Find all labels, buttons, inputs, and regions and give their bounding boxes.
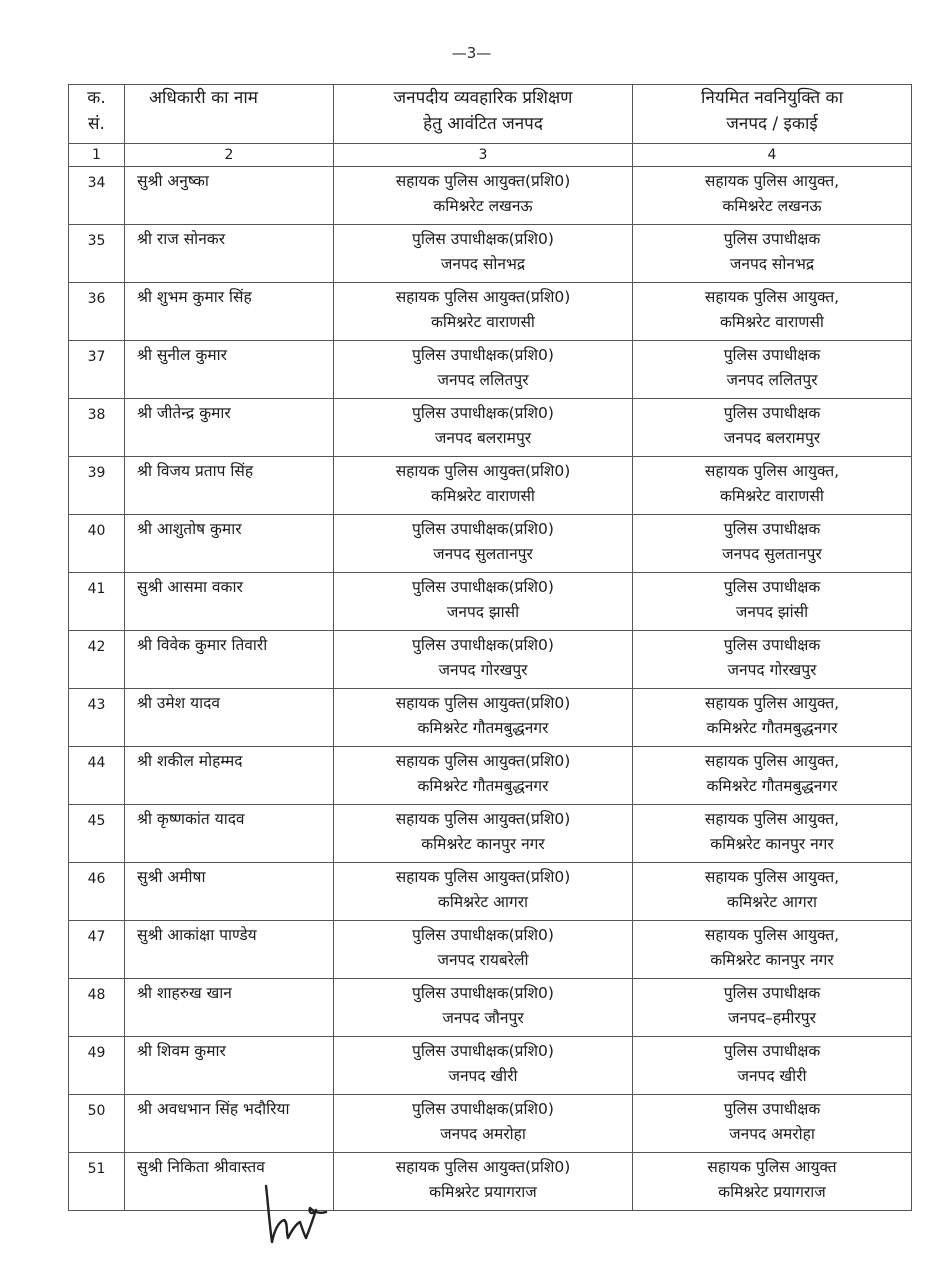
posting-line: पुलिस उपाधीक्षक (723, 520, 821, 538)
training-line: कमिश्नरेट आगरा (437, 893, 529, 911)
training-district-cell (334, 631, 633, 689)
table-row (69, 979, 912, 1037)
header-serial-line2: सं. (88, 114, 105, 134)
officer-name-cell: सुश्री अमीषा (125, 863, 334, 921)
officer-name-cell: श्री शिवम कुमार (125, 1037, 334, 1095)
posting-line: जनपद सुलतानपुर (722, 545, 822, 563)
serial-number-cell: 37 (69, 341, 125, 399)
posting-line: सहायक पुलिस आयुक्त (707, 1158, 837, 1176)
posting-district-cell (633, 1037, 912, 1095)
posting-district-cell (633, 573, 912, 631)
posting-line: कमिश्नरेट आगरा (726, 893, 818, 911)
officer-name-cell: श्री अवधभान सिंह भदौरिया (125, 1095, 334, 1153)
training-line: कमिश्नरेट प्रयागराज (429, 1183, 537, 1201)
training-line: पुलिस उपाधीक्षक(प्रशि0) (412, 984, 554, 1002)
training-line: सहायक पुलिस आयुक्त(प्रशि0) (395, 288, 571, 306)
table-row (69, 747, 912, 805)
officer-name-cell: श्री आशुतोष कुमार (125, 515, 334, 573)
posting-line: पुलिस उपाधीक्षक (723, 636, 821, 654)
training-district-cell (334, 1153, 633, 1211)
posting-district-cell (633, 979, 912, 1037)
officer-name-cell: श्री शकील मोहम्मद (125, 747, 334, 805)
table-body (69, 167, 912, 1211)
posting-line: कमिश्नरेट कानपुर नगर (710, 951, 834, 969)
officer-name-cell: श्री राज सोनकर (125, 225, 334, 283)
table-row (69, 399, 912, 457)
training-line: पुलिस उपाधीक्षक(प्रशि0) (412, 636, 554, 654)
serial-number-cell: 47 (69, 921, 125, 979)
training-line: पुलिस उपाधीक्षक(प्रशि0) (412, 926, 554, 944)
training-line: सहायक पुलिस आयुक्त(प्रशि0) (395, 1158, 571, 1176)
training-line: जनपद सोनभद्र (440, 255, 526, 273)
posting-district-cell (633, 399, 912, 457)
posting-line: सहायक पुलिस आयुक्त, (704, 752, 840, 770)
serial-number-cell: 35 (69, 225, 125, 283)
posting-line: कमिश्नरेट कानपुर नगर (710, 835, 834, 853)
serial-number-cell: 51 (69, 1153, 125, 1211)
serial-number-cell: 42 (69, 631, 125, 689)
posting-district-cell (633, 457, 912, 515)
table-row (69, 863, 912, 921)
table-row (69, 283, 912, 341)
table-row (69, 1095, 912, 1153)
training-line: जनपद अमरोहा (440, 1125, 526, 1143)
posting-district-cell (633, 921, 912, 979)
officer-name-cell: श्री विजय प्रताप सिंह (125, 457, 334, 515)
table-row (69, 921, 912, 979)
training-district-cell (334, 1037, 633, 1095)
training-line: जनपद खीरी (448, 1067, 518, 1085)
posting-line: सहायक पुलिस आयुक्त, (704, 288, 840, 306)
posting-district-cell (633, 225, 912, 283)
table-row (69, 689, 912, 747)
posting-district-cell (633, 283, 912, 341)
training-district-cell (334, 341, 633, 399)
table-row (69, 1153, 912, 1211)
header-training-line1: जनपदीय व्यवहारिक प्रशिक्षण (393, 88, 573, 108)
posting-line: कमिश्नरेट गौतमबुद्धनगर (706, 719, 838, 737)
posting-district-cell (633, 515, 912, 573)
serial-number-cell: 39 (69, 457, 125, 515)
training-district-cell (334, 979, 633, 1037)
column-number-row (69, 144, 912, 167)
training-line: जनपद बलरामपुर (434, 429, 532, 447)
posting-line: जनपद गोरखपुर (727, 661, 817, 679)
posting-line: कमिश्नरेट लखनऊ (722, 197, 822, 215)
page-number: —3— (451, 44, 492, 62)
posting-line: कमिश्नरेट प्रयागराज (718, 1183, 826, 1201)
posting-district-cell (633, 1153, 912, 1211)
posting-line: पुलिस उपाधीक्षक (723, 1042, 821, 1060)
table-row (69, 631, 912, 689)
training-line: सहायक पुलिस आयुक्त(प्रशि0) (395, 752, 571, 770)
serial-number-cell: 41 (69, 573, 125, 631)
posting-district-cell (633, 863, 912, 921)
signature-mark (260, 1172, 330, 1252)
serial-number-cell: 38 (69, 399, 125, 457)
training-line: पुलिस उपाधीक्षक(प्रशि0) (412, 520, 554, 538)
training-line: कमिश्नरेट गौतमबुद्धनगर (417, 777, 549, 795)
table-row (69, 225, 912, 283)
posting-line: जनपद सोनभद्र (729, 255, 815, 273)
table-row (69, 805, 912, 863)
posting-line: सहायक पुलिस आयुक्त, (704, 694, 840, 712)
training-district-cell (334, 805, 633, 863)
training-district-cell (334, 863, 633, 921)
posting-line: सहायक पुलिस आयुक्त, (704, 868, 840, 886)
table-row (69, 1037, 912, 1095)
table-header-row (69, 85, 912, 144)
officer-name-cell: सुश्री आसमा वकार (125, 573, 334, 631)
serial-number-cell: 46 (69, 863, 125, 921)
training-line: जनपद जौनपुर (442, 1009, 524, 1027)
training-line: कमिश्नरेट लखनऊ (433, 197, 533, 215)
posting-line: पुलिस उपाधीक्षक (723, 578, 821, 596)
training-district-cell (334, 515, 633, 573)
posting-line: कमिश्नरेट वाराणसी (720, 487, 824, 505)
column-number: 2 (125, 144, 334, 167)
header-officer-name-text: अधिकारी का नाम (149, 88, 258, 108)
training-line: कमिश्नरेट गौतमबुद्धनगर (417, 719, 549, 737)
table-row (69, 167, 912, 225)
training-line: कमिश्नरेट वाराणसी (431, 487, 535, 505)
officer-name-cell: श्री कृष्णकांत यादव (125, 805, 334, 863)
training-district-cell (334, 747, 633, 805)
posting-district-cell (633, 1095, 912, 1153)
training-district-cell (334, 457, 633, 515)
serial-number-cell: 36 (69, 283, 125, 341)
training-line: पुलिस उपाधीक्षक(प्रशि0) (412, 230, 554, 248)
posting-line: पुलिस उपाधीक्षक (723, 984, 821, 1002)
training-district-cell (334, 921, 633, 979)
training-district-cell (334, 689, 633, 747)
posting-line: सहायक पुलिस आयुक्त, (704, 810, 840, 828)
training-district-cell (334, 283, 633, 341)
training-district-cell (334, 167, 633, 225)
posting-line: पुलिस उपाधीक्षक (723, 404, 821, 422)
officer-name-cell: श्री जीतेन्द्र कुमार (125, 399, 334, 457)
header-posting-line2: जनपद / इकाई (726, 114, 818, 134)
posting-line: जनपद झांसी (735, 603, 809, 621)
training-line: जनपद सुलतानपुर (433, 545, 533, 563)
posting-line: पुलिस उपाधीक्षक (723, 230, 821, 248)
officer-posting-table (68, 84, 912, 1211)
serial-number-cell: 50 (69, 1095, 125, 1153)
officer-name-cell: श्री सुनील कुमार (125, 341, 334, 399)
header-serial-line1: क. (87, 88, 106, 108)
posting-line: जनपद ललितपुर (726, 371, 818, 389)
training-district-cell (334, 1095, 633, 1153)
serial-number-cell: 45 (69, 805, 125, 863)
training-line: जनपद रायबरेली (437, 951, 529, 969)
posting-district-cell (633, 689, 912, 747)
training-line: पुलिस उपाधीक्षक(प्रशि0) (412, 1100, 554, 1118)
training-line: सहायक पुलिस आयुक्त(प्रशि0) (395, 694, 571, 712)
officer-name-cell: सुश्री आकांक्षा पाण्डेय (125, 921, 334, 979)
training-line: पुलिस उपाधीक्षक(प्रशि0) (412, 404, 554, 422)
training-line: जनपद गोरखपुर (438, 661, 528, 679)
officer-name-cell: श्री शाहरुख खान (125, 979, 334, 1037)
table-row (69, 515, 912, 573)
table-row (69, 573, 912, 631)
training-line: सहायक पुलिस आयुक्त(प्रशि0) (395, 172, 571, 190)
officer-name-cell: श्री विवेक कुमार तिवारी (125, 631, 334, 689)
column-number: 1 (69, 144, 125, 167)
serial-number-cell: 44 (69, 747, 125, 805)
officer-name-cell: श्री शुभम कुमार सिंह (125, 283, 334, 341)
training-line: कमिश्नरेट कानपुर नगर (421, 835, 545, 853)
training-line: सहायक पुलिस आयुक्त(प्रशि0) (395, 868, 571, 886)
header-training-line2: हेतु आवंटित जनपद (423, 114, 543, 134)
training-line: सहायक पुलिस आयुक्त(प्रशि0) (395, 462, 571, 480)
posting-line: कमिश्नरेट गौतमबुद्धनगर (706, 777, 838, 795)
header-serial-number (69, 85, 125, 144)
posting-line: पुलिस उपाधीक्षक (723, 346, 821, 364)
table-row (69, 457, 912, 515)
training-line: पुलिस उपाधीक्षक(प्रशि0) (412, 578, 554, 596)
posting-line: कमिश्नरेट वाराणसी (720, 313, 824, 331)
serial-number-cell: 40 (69, 515, 125, 573)
header-officer-name (125, 85, 334, 144)
serial-number-cell: 49 (69, 1037, 125, 1095)
posting-district-cell (633, 341, 912, 399)
column-number: 3 (334, 144, 633, 167)
posting-line: जनपद–हमीरपुर (728, 1009, 816, 1027)
serial-number-cell: 48 (69, 979, 125, 1037)
posting-line: पुलिस उपाधीक्षक (723, 1100, 821, 1118)
officer-name-cell: श्री उमेश यादव (125, 689, 334, 747)
training-district-cell (334, 573, 633, 631)
officer-name-cell: सुश्री निकिता श्रीवास्तव (125, 1153, 334, 1211)
posting-line: सहायक पुलिस आयुक्त, (704, 462, 840, 480)
posting-district-cell (633, 805, 912, 863)
header-posting-line1: नियमित नवनियुक्ति का (700, 88, 843, 108)
training-line: पुलिस उपाधीक्षक(प्रशि0) (412, 1042, 554, 1060)
posting-district-cell (633, 631, 912, 689)
serial-number-cell: 34 (69, 167, 125, 225)
posting-line: जनपद अमरोहा (729, 1125, 815, 1143)
header-posting-district (633, 85, 912, 144)
training-district-cell (334, 225, 633, 283)
training-district-cell (334, 399, 633, 457)
posting-line: सहायक पुलिस आयुक्त, (704, 926, 840, 944)
posting-district-cell (633, 167, 912, 225)
training-line: जनपद ललितपुर (437, 371, 529, 389)
training-line: जनपद झासी (446, 603, 520, 621)
column-number: 4 (633, 144, 912, 167)
table-row (69, 341, 912, 399)
training-line: पुलिस उपाधीक्षक(प्रशि0) (412, 346, 554, 364)
training-line: कमिश्नरेट वाराणसी (431, 313, 535, 331)
posting-line: जनपद खीरी (737, 1067, 807, 1085)
posting-district-cell (633, 747, 912, 805)
serial-number-cell: 43 (69, 689, 125, 747)
header-training-district (334, 85, 633, 144)
officer-name-cell: सुश्री अनुष्का (125, 167, 334, 225)
posting-line: सहायक पुलिस आयुक्त, (704, 172, 840, 190)
posting-line: जनपद बलरामपुर (723, 429, 821, 447)
training-line: सहायक पुलिस आयुक्त(प्रशि0) (395, 810, 571, 828)
